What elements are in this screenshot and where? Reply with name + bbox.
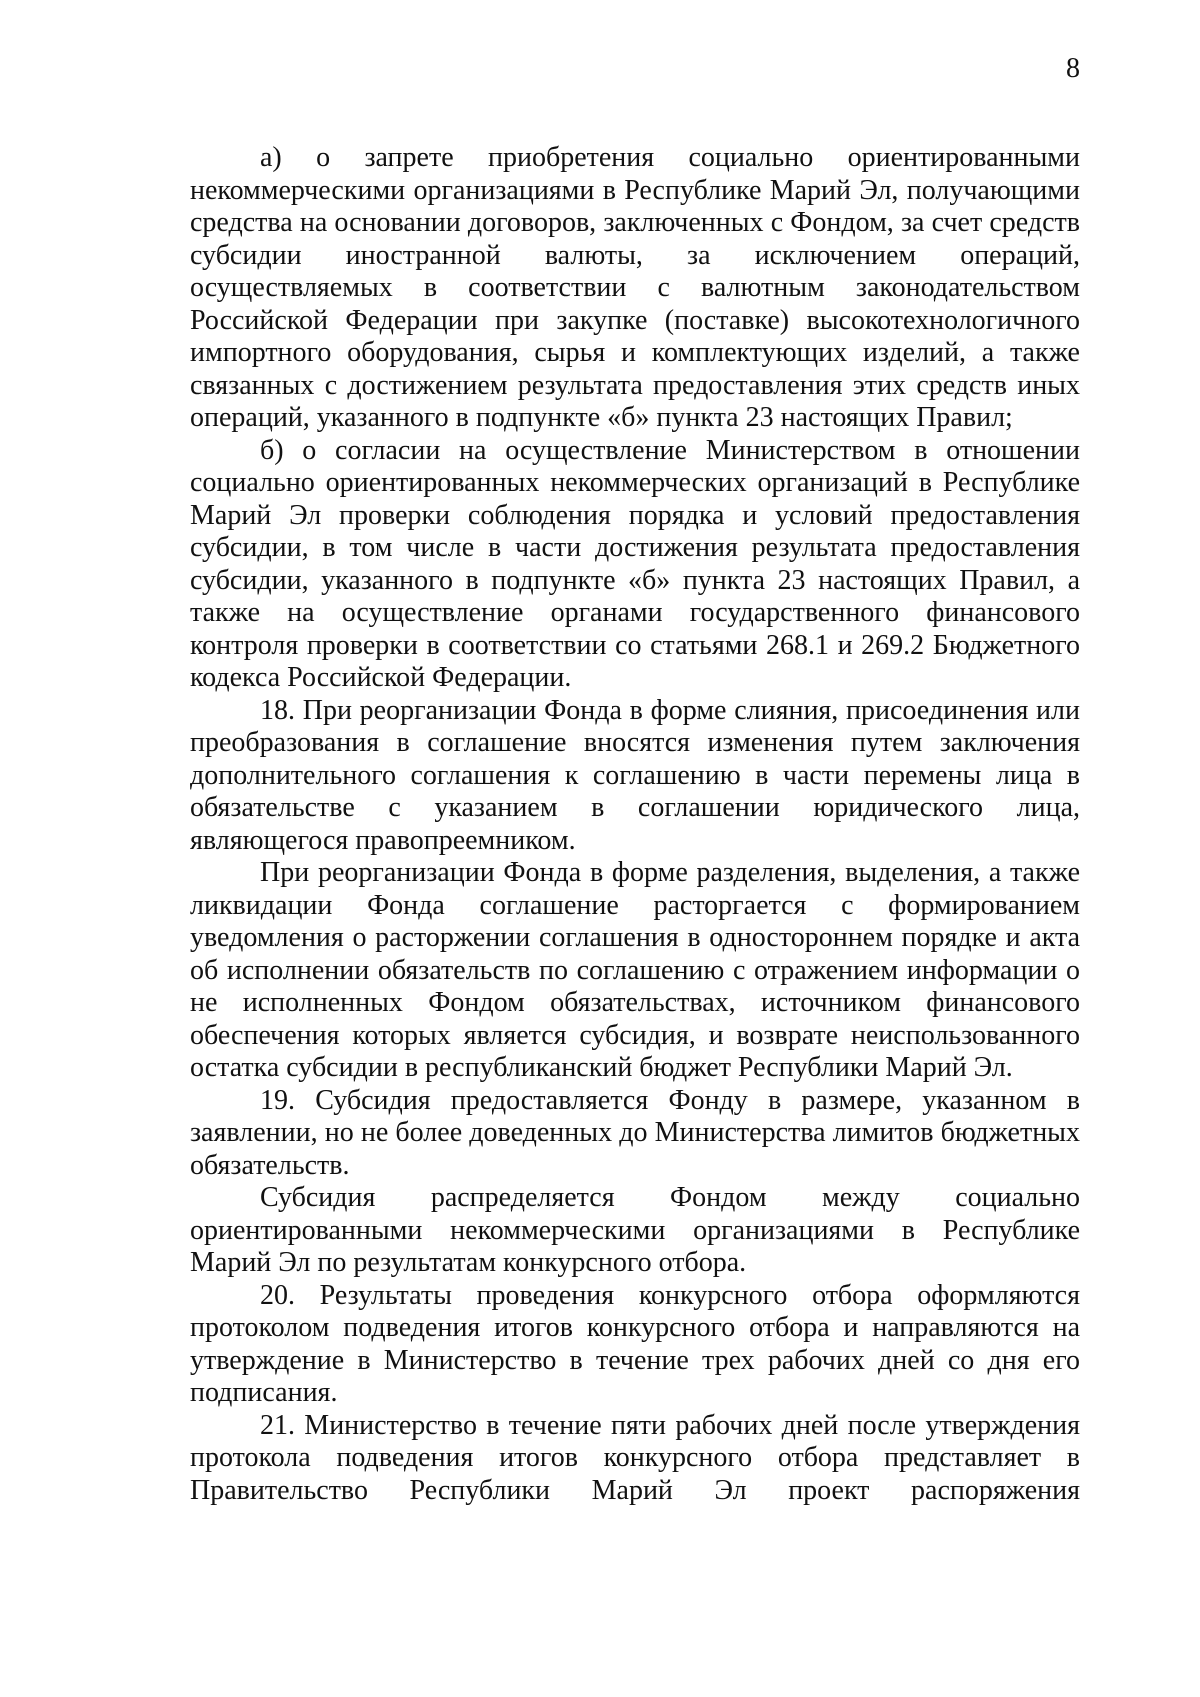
paragraph-item-20: 20. Результаты проведения конкурсного отбора оформляются протоколом подведения итогов конкурсного отбора и направляются на утверждение в Министерство в течение трех рабочих дней со дня его подписания. bbox=[190, 1279, 1080, 1408]
paragraph-item-21: 21. Министерство в течение пяти рабочих дней после утверждения протокола подведения итогов конкурсного отбора представляет в Правительство Республики Марий Эл проект распоряжения bbox=[190, 1409, 1080, 1506]
paragraph-subitem-b: б) о согласии на осуществление Министерством в отношении социально ориентированных некоммерческих организаций в Республике Марий Эл проверки соблюдения порядка и условий предоставления субсидии, в том числе в части достижения результата предоставления субсидии, указанного в подпункте «б» пункта 23 настоящих Правил, а также на осуществление органами государственного финансового контроля проверки в соответствии со статьями 268.1 и 269.2 Бюджетного кодекса Российской Федерации. bbox=[190, 434, 1080, 693]
paragraph-item-19-continued: Субсидия распределяется Фондом между социально ориентированными некоммерческими организациями в Республике Марий Эл по результатам конкурсного отбора. bbox=[190, 1182, 1080, 1278]
paragraph-subitem-a: а) о запрете приобретения социально ориентированными некоммерческими организациями в Республике Марий Эл, получающими средства на основании договоров, заключенных с Фондом, за счет средств субсидии иностранной валюты, за исключением операций, осуществляемых в соответствии с валютным законодательством Российской Федерации при закупке (поставке) высокотехнологичного импортного оборудования, сырья и комплектующих изделий, а также связанных с достижением результата предоставления этих средств иных операций, указанного в подпункте «б» пункта 23 настоящих Правил; bbox=[190, 142, 1080, 433]
paragraph-item-19: 19. Субсидия предоставляется Фонду в размере, указанном в заявлении, но не более доведенных до Министерства лимитов бюджетных обязательств. bbox=[190, 1084, 1080, 1181]
paragraph-item-18: 18. При реорганизации Фонда в форме слияния, присоединения или преобразования в соглашение вносятся изменения путем заключения дополнительного соглашения к соглашению в части перемены лица в обязательстве с указанием в соглашении юридического лица, являющегося правопреемником. bbox=[190, 694, 1080, 856]
paragraph-item-18-continued: При реорганизации Фонда в форме разделения, выделения, а также ликвидации Фонда соглашение расторгается с формированием уведомления о расторжении соглашения в одностороннем порядке и акта об исполнении обязательств по соглашению с отражением информации о не исполненных Фондом обязательствах, источником финансового обеспечения которых является субсидия, и возврате неиспользованного остатка субсидии в республиканский бюджет Республики Марий Эл. bbox=[190, 857, 1080, 1083]
document-body bbox=[190, 142, 1080, 1507]
page-number: 8 bbox=[1066, 53, 1080, 84]
